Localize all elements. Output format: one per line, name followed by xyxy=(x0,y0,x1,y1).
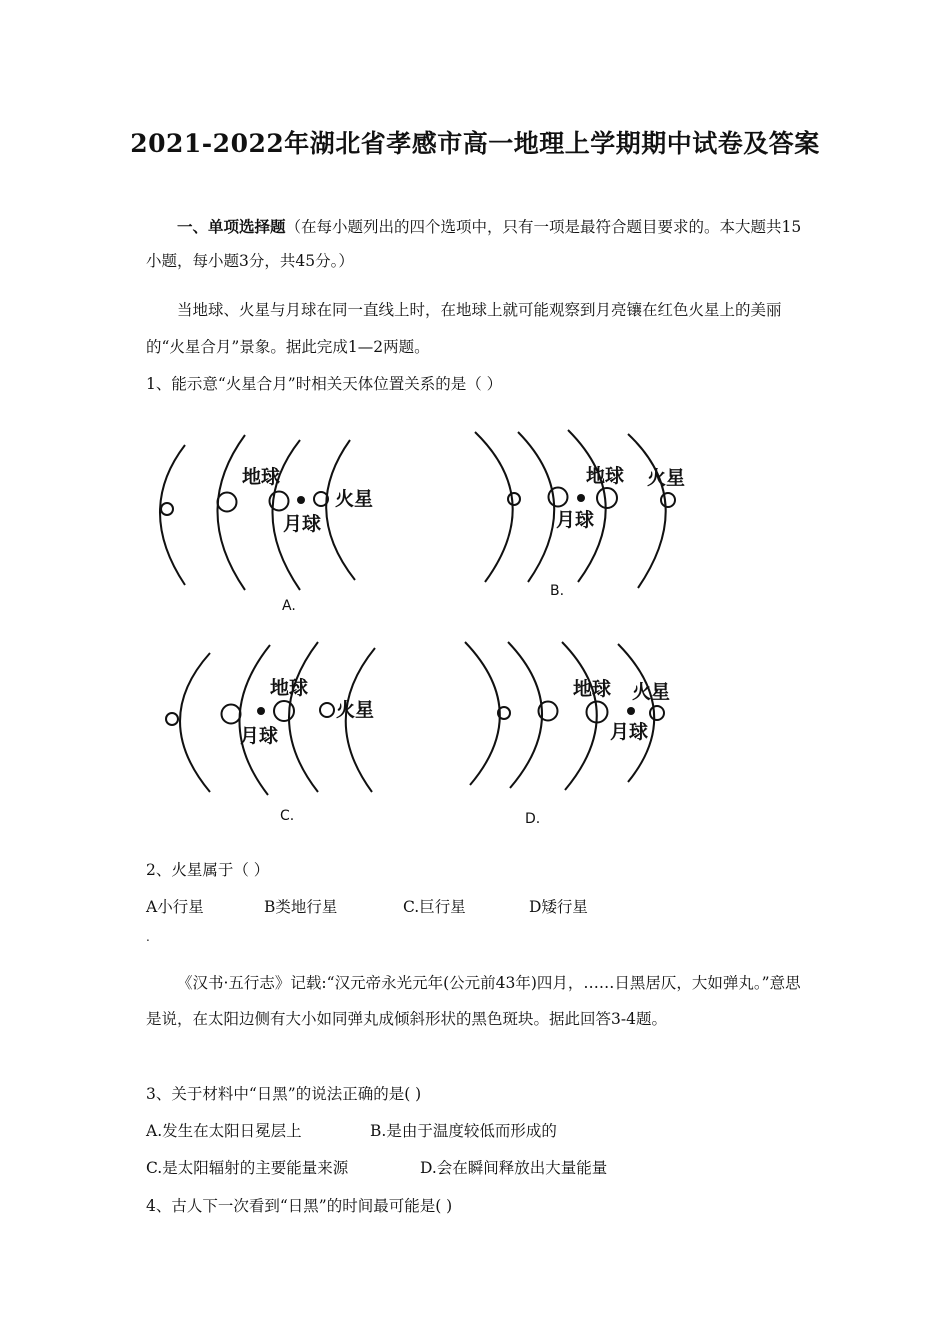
panel-a-earth-label: 地球 xyxy=(242,466,281,488)
panel-d-moon-label: 月球 xyxy=(610,721,649,743)
panel-a-mars-label: 火星 xyxy=(335,488,374,510)
panel-b-venus xyxy=(549,488,568,507)
q3-option-b: B.是由于温度较低而形成的 xyxy=(370,1122,557,1140)
question-3-options-row-1 xyxy=(146,1119,806,1143)
panel-d-caption: D. xyxy=(525,811,541,827)
panel-a-small-body xyxy=(161,503,173,515)
panel-b-moon xyxy=(577,494,585,502)
material-paragraph-2: 《汉书·五行志》记载:“汉元帝永光元年(公元前43年)四月，……日黑居仄，大如弹丸。”意思是说，在太阳边侧有大小如同弹丸成倾斜形状的黑色斑块。据此回答3-4题。 xyxy=(146,974,801,1028)
q2-option-a: A小行星 xyxy=(146,898,204,916)
orbit-figure xyxy=(150,420,710,840)
question-2-stem: 2、火星属于（ ） xyxy=(146,861,270,879)
q3-option-d: D.会在瞬间释放出大量能量 xyxy=(420,1159,608,1177)
question-1-stem: 1、能示意“火星合月”时相关天体位置关系的是（ ） xyxy=(146,375,503,393)
page-title: 2021-2022年湖北省孝感市高一地理上学期期中试卷及答案 xyxy=(130,129,820,158)
panel-c-moon-label: 月球 xyxy=(240,725,279,747)
question-4-stem: 4、古人下一次看到“日黑”的时间最可能是( ) xyxy=(146,1197,453,1215)
panel-c-small-body xyxy=(166,713,178,725)
q2-option-c: C.巨行星 xyxy=(403,898,466,916)
panel-b-moon-label: 月球 xyxy=(556,509,595,531)
q2-option-b: B类地行星 xyxy=(264,898,338,916)
q3-option-c: C.是太阳辐射的主要能量来源 xyxy=(146,1159,349,1177)
panel-c-caption: C. xyxy=(280,808,295,824)
panel-b-small-body xyxy=(508,493,520,505)
panel-c-mars xyxy=(320,703,334,717)
q3-option-a: A.发生在太阳日冕层上 xyxy=(146,1122,302,1140)
panel-a-diagram xyxy=(160,435,355,590)
panel-a-venus xyxy=(218,493,237,512)
question-3-stem: 3、关于材料中“日黑”的说法正确的是( ) xyxy=(146,1085,422,1103)
q2-option-d: D矮行星 xyxy=(529,898,588,916)
panel-a-moon-label: 月球 xyxy=(283,513,322,535)
section-instruction xyxy=(146,210,806,278)
panel-d-diagram xyxy=(465,642,664,790)
panel-c-moon xyxy=(257,707,265,715)
panel-c-earth xyxy=(274,701,294,721)
panel-d-mars-label: 火星 xyxy=(632,681,671,703)
panel-d-mars xyxy=(650,706,664,720)
panel-b-mars-label: 火星 xyxy=(647,467,686,489)
section-heading: 一、单项选择题 xyxy=(177,217,286,236)
section-note: （在每小题列出的四个选项中，只有一项是最符合题目要求的。本大题共15小题，每小题3分，共45分。） xyxy=(146,218,802,270)
question-3-options-row-2 xyxy=(146,1156,806,1180)
panel-a-caption: A. xyxy=(282,598,296,614)
material-paragraph-1: 当地球、火星与月球在同一直线上时，在地球上就可能观察到月亮镶在红色火星上的美丽的“火星合月”景象。据此完成1—2两题。 xyxy=(146,301,782,356)
panel-c-venus xyxy=(222,705,241,724)
panel-b-mars xyxy=(661,493,675,507)
panel-d-moon xyxy=(627,707,635,715)
question-2-options xyxy=(146,895,806,919)
stray-dot: . xyxy=(146,930,150,944)
panel-b-earth xyxy=(597,488,617,508)
panel-c-mars-label: 火星 xyxy=(336,699,375,721)
panel-b-earth-label: 地球 xyxy=(586,465,625,487)
panel-b-caption: B. xyxy=(550,583,565,599)
panel-c-earth-label: 地球 xyxy=(270,677,309,699)
panel-a-moon xyxy=(297,496,305,504)
panel-d-earth-label: 地球 xyxy=(573,678,612,700)
